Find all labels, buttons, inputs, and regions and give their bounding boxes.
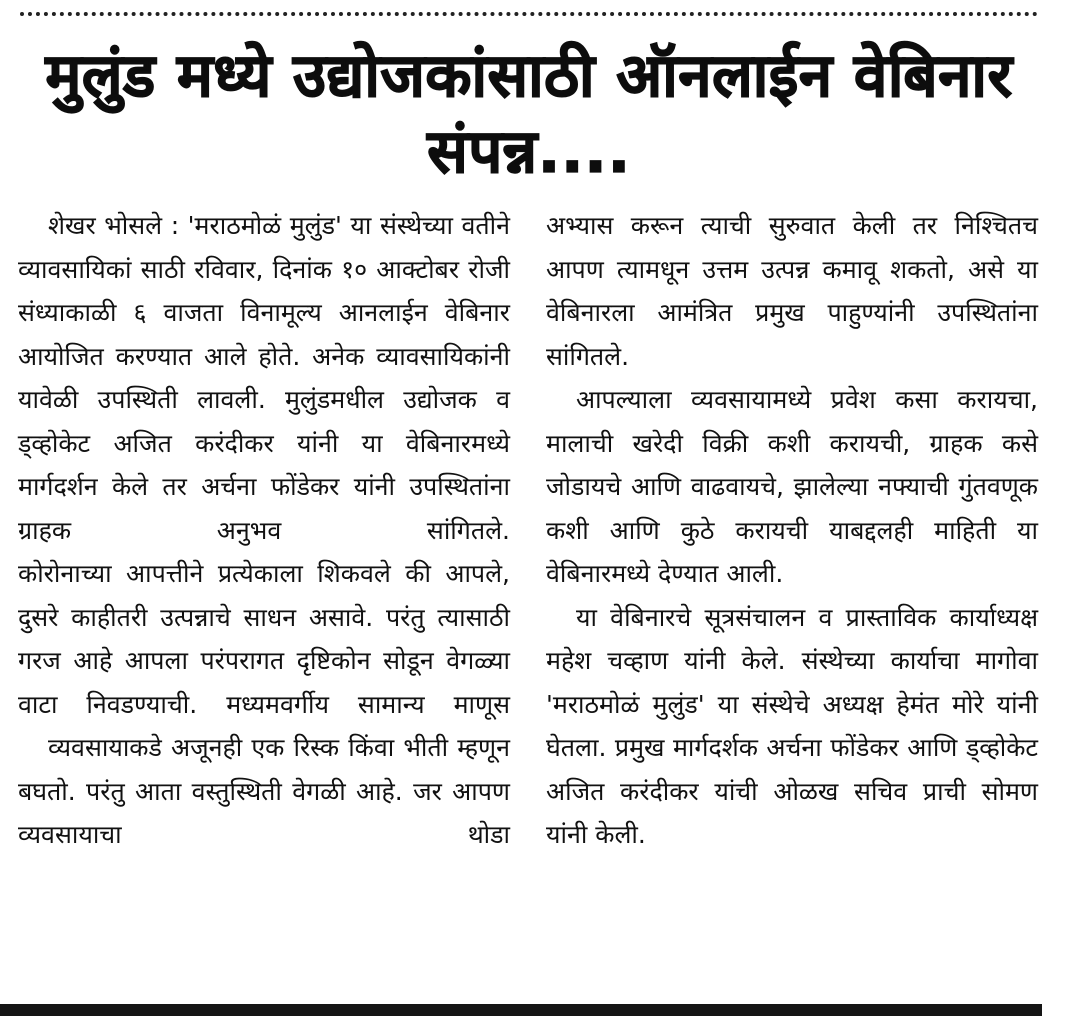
article-headline: मुलुंड मध्ये उद्योजकांसाठी ऑनलाईन वेबिनार संपन्न.... <box>45 41 1013 187</box>
article-paragraph: या वेबिनारचे सूत्रसंचालन व प्रास्ताविक कार्याध्यक्ष महेश चव्हाण यांनी केले. संस्थेच्या कार्याचा मागोवा 'मराठमोळं मुलुंड' या संस्थेचे अध्यक्ष हेमंत मोरे यांनी घेतला. प्रमुख मार्गदर्शक अर्चना फोंडेकर आणि ड्व्होकेट अजित करंदीकर यांची ओळख सचिव प्राची सोमण यांनी केली. <box>546 602 1038 849</box>
top-dotted-rule <box>20 12 1038 16</box>
article-paragraph: शेखर भोसले : 'मराठमोळं मुलुंड' या संस्थेच्या वतीने व्यावसायिकां साठी रविवार, दिनांक १० आक्टोबर रोजी संध्याकाळी ६ वाजता विनामूल्य आनलाईन वेबिनार आयोजित करण्यात आले होते. अनेक व्यावसायिकांनी यावेळी उपस्थिती लावली. मुलुंडमधील उद्योजक व ड्व्होकेट अजित करंदीकर यांनी या वेबिनारमध्ये मार्गदर्शन केले तर अर्चना फोंडेकर यांनी उपस्थितांना ग्राहक अनुभव सांगितले. <box>18 211 510 545</box>
article-paragraph: कोरोनाच्या आपत्तीने प्रत्येकाला शिकवले की आपले, दुसरे काहीतरी उत्पन्नाचे साधन असावे. परंतु त्यासाठी गरज आहे आपला परंपरागत दृष्टिकोन सोडून वेगळ्या वाटा निवडण्याची. मध्यमवर्गीय सामान्य माणूस <box>18 559 510 719</box>
article-column-right <box>546 204 1038 986</box>
bottom-rule-bar <box>0 1004 1042 1016</box>
article-paragraph: आपल्याला व्यवसायामध्ये प्रवेश कसा करायचा, मालाची खरेदी विक्री कशी करायची, ग्राहक कसे जोडायचे आणि वाढवायचे, झालेल्या नफ्याची गुंतवणूक कशी आणि कुठे करायची याबद्दलही माहिती या वेबिनारमध्ये देण्यात आली. <box>546 385 1038 588</box>
article-column-left <box>18 204 510 986</box>
article-paragraph: अभ्यास करून त्याची सुरुवात केली तर निश्चितच आपण त्यामधून उत्तम उत्पन्न कमावू शकतो, असे या वेबिनारला आमंत्रित प्रमुख पाहुण्यांनी उपस्थितांना सांगितले. <box>546 211 1038 371</box>
article-paragraph: व्यवसायाकडे अजूनही एक रिस्क किंवा भीती म्हणून बघतो. परंतु आता वस्तुस्थिती वेगळी आहे. जर आपण व्यवसायाचा थोडा <box>18 733 510 849</box>
